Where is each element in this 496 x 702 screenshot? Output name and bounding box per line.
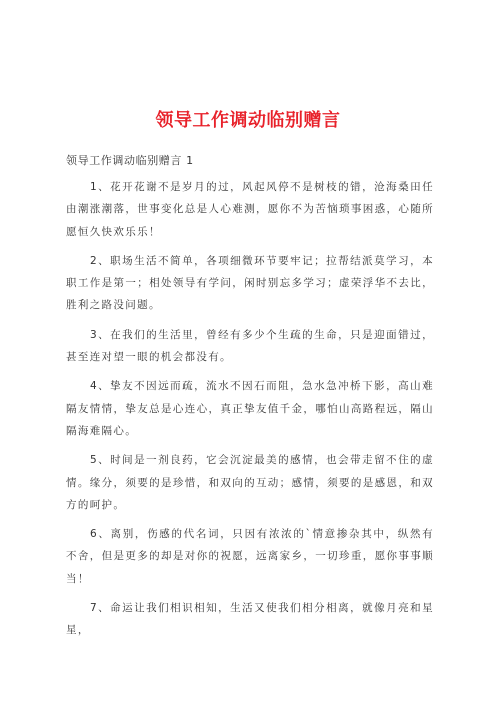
document-body [66, 176, 434, 649]
paragraph-5: 5、时间是一剂良药，它会沉淀最美的感情，也会带走留不住的虚情。缘分，须要的是珍惜，和双向的互动；感情，须要的是感恩，和双方的呵护。 [66, 454, 434, 511]
paragraph-7: 7、命运让我们相识相知，生活又使我们相分相离，就像月亮和星星， [66, 602, 434, 637]
paragraph-4: 4、挚友不因远而疏，流水不因石而阻，急水急冲桥下影，高山难隔友情情，挚友总是心连心，真正挚友值千金，哪怕山高路程远，隔山隔海难隔心。 [66, 380, 434, 437]
paragraph-2: 2、职场生活不简单，各项细微环节要牢记；拉帮结派莫学习，本职工作是第一；相处领导有学问，闲时别忘多学习；虚荣浮华不去比，胜利之路没问题。 [66, 254, 434, 312]
section-heading: 领导工作调动临别赠言 1 [66, 154, 194, 167]
paragraph-3: 3、在我们的生活里，曾经有多少个生疏的生命，只是迎面错过，甚至连对望一眼的机会都没有。 [66, 328, 434, 364]
paragraph-6: 6、离别，伤感的代名词，只因有浓浓的`情意掺杂其中，纵然有不舍，但是更多的却是对你的祝愿，远离家乡，一切珍重，愿你事事顺当！ [66, 528, 434, 585]
document-title: 领导工作调动临别赠言 [155, 110, 341, 131]
paragraph-1: 1、花开花谢不是岁月的过，风起风停不是树枝的错，沧海桑田任由潮涨潮落，世事变化总是人心难测，愿你不为苦恼琐事困惑，心随所愿恒久快欢乐乐！ [66, 181, 434, 238]
